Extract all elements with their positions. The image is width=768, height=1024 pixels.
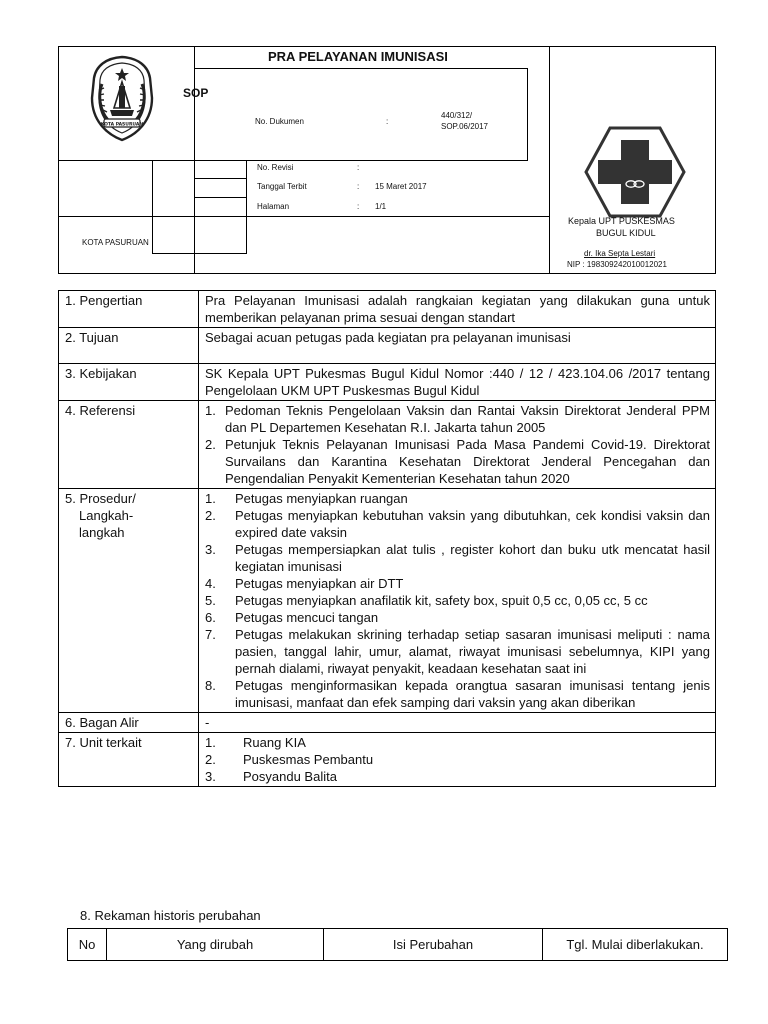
- row-label: 3. Kebijakan: [59, 364, 199, 401]
- row-content: Pra Pelayanan Imunisasi adalah rangkaian kegiatan yang dilakukan guna untuk memberikan pelayanan prima sesuai dengan standart: [199, 291, 716, 328]
- row-bagan-alir: [59, 713, 716, 733]
- row-label: 2. Tujuan: [59, 328, 199, 364]
- list-item: 4. Petugas menyiapkan air DTT: [205, 576, 404, 591]
- document-title: PRA PELAYANAN IMUNISASI: [268, 49, 448, 64]
- row-content: [199, 733, 716, 787]
- page-label: Halaman: [257, 202, 290, 211]
- list-item: 3. Posyandu Balita: [205, 769, 337, 784]
- row-content: [199, 401, 716, 489]
- signer-title-line-1: Kepala UPT PUSKESMAS: [568, 216, 675, 226]
- list-item: 8. Petugas menginformasikan kepada orangtua sasaran imunisasi tentang jenis imunisasi, manfaat dan efek samping dari vaksin yang akan diberikan: [205, 678, 710, 710]
- list-item: 3. Petugas mempersiapkan alat tulis , register kohort dan buku utk mencatat hasil kegiatan imunisasi: [205, 542, 710, 574]
- row-content: SK Kepala UPT Pukesmas Bugul Kidul Nomor :440 / 12 / 423.104.06 /2017 tentang Pengelolaan UKM UPT Puskesmas Bugul Kidul: [199, 364, 716, 401]
- list-item: 2. Petugas menyiapkan kebutuhan vaksin yang dibutuhkan, cek kondisi vaksin dan expired date vaksin: [205, 508, 710, 540]
- doc-number-label: No. Dukumen: [255, 117, 304, 126]
- page-colon: :: [357, 202, 360, 211]
- row-content: Sebagai acuan petugas pada kegiatan pra pelayanan imunisasi: [199, 328, 716, 364]
- signer-name: dr. Ika Septa Lestari: [584, 249, 656, 258]
- doc-number-value: 440/312/ SOP.06/2017: [441, 111, 489, 131]
- revision-colon: :: [357, 163, 360, 172]
- row-tujuan: [59, 328, 716, 364]
- list-item: 2. Petunjuk Teknis Pelayanan Imunisasi Pada Masa Pandemi Covid-19. Direktorat Survailans dan Karantina Kesehatan Direktorat Jenderal Pencegahan dan Pengendalian Penyakit Kementerian Kesehatan tahun 2020: [205, 437, 710, 486]
- signer-title-line-2: BUGUL KIDUL: [596, 228, 656, 238]
- list-item: 1. Petugas menyiapkan ruangan: [205, 491, 408, 506]
- city-seal-icon: [86, 54, 158, 142]
- row-content: -: [199, 713, 716, 733]
- row-label: 4. Referensi: [59, 401, 199, 489]
- list-item: 1. Ruang KIA: [205, 735, 306, 750]
- date-value: 15 Maret 2017: [375, 182, 427, 191]
- history-col-date: Tgl. Mulai diberlakukan.: [543, 929, 728, 961]
- history-col-content: Isi Perubahan: [324, 929, 543, 961]
- city-name: KOTA PASURUAN: [82, 238, 149, 247]
- list-item: 7. Petugas melakukan skrining terhadap setiap sasaran imunisasi meliputi : nama pasien, tanggal lahir, umur, alamat, riwayat imunisasi sebelumnya, KIPI yang pernah dialami, riwayat penyakit, keadaan kesehatan saat ini: [205, 627, 710, 676]
- row-content: [199, 489, 716, 713]
- row-prosedur: [59, 489, 716, 713]
- row-label: 1. Pengertian: [59, 291, 199, 328]
- list-item: 5. Petugas menyiapkan anafilatik kit, safety box, spuit 0,5 cc, 0,05 cc, 5 cc: [205, 593, 648, 608]
- row-pengertian: [59, 291, 716, 328]
- list-item: 1. Pedoman Teknis Pengelolaan Vaksin dan Rantai Vaksin Direktorat Jenderal PPM dan PL Departemen Kesehatan R.I. Jakarta tahun 2005: [205, 403, 710, 435]
- row-label: 5. Prosedur/ Langkah- langkah: [59, 489, 199, 713]
- history-title: 8. Rekaman historis perubahan: [80, 908, 261, 923]
- puskesmas-cross-icon: [584, 126, 686, 218]
- sop-label: SOP: [183, 86, 209, 100]
- row-unit-terkait: [59, 733, 716, 787]
- seal-label: KOTA PASURUAN: [100, 122, 144, 128]
- date-label: Tanggal Terbit: [257, 182, 307, 191]
- history-table: [67, 928, 728, 961]
- row-label: 6. Bagan Alir: [59, 713, 199, 733]
- page-value: 1/1: [375, 202, 387, 211]
- row-referensi: [59, 401, 716, 489]
- list-item: 2. Puskesmas Pembantu: [205, 752, 374, 767]
- sop-content-table: [58, 290, 716, 787]
- history-col-no: No: [68, 929, 107, 961]
- row-label: 7. Unit terkait: [59, 733, 199, 787]
- row-kebijakan: [59, 364, 716, 401]
- date-colon: :: [357, 182, 360, 191]
- history-col-changed: Yang dirubah: [107, 929, 324, 961]
- doc-number-colon: :: [386, 117, 389, 126]
- signer-nip: NIP : 198309242010012021: [567, 260, 667, 269]
- revision-label: No. Revisi: [257, 163, 294, 172]
- list-item: 6. Petugas mencuci tangan: [205, 610, 379, 625]
- history-header-row: [68, 929, 728, 961]
